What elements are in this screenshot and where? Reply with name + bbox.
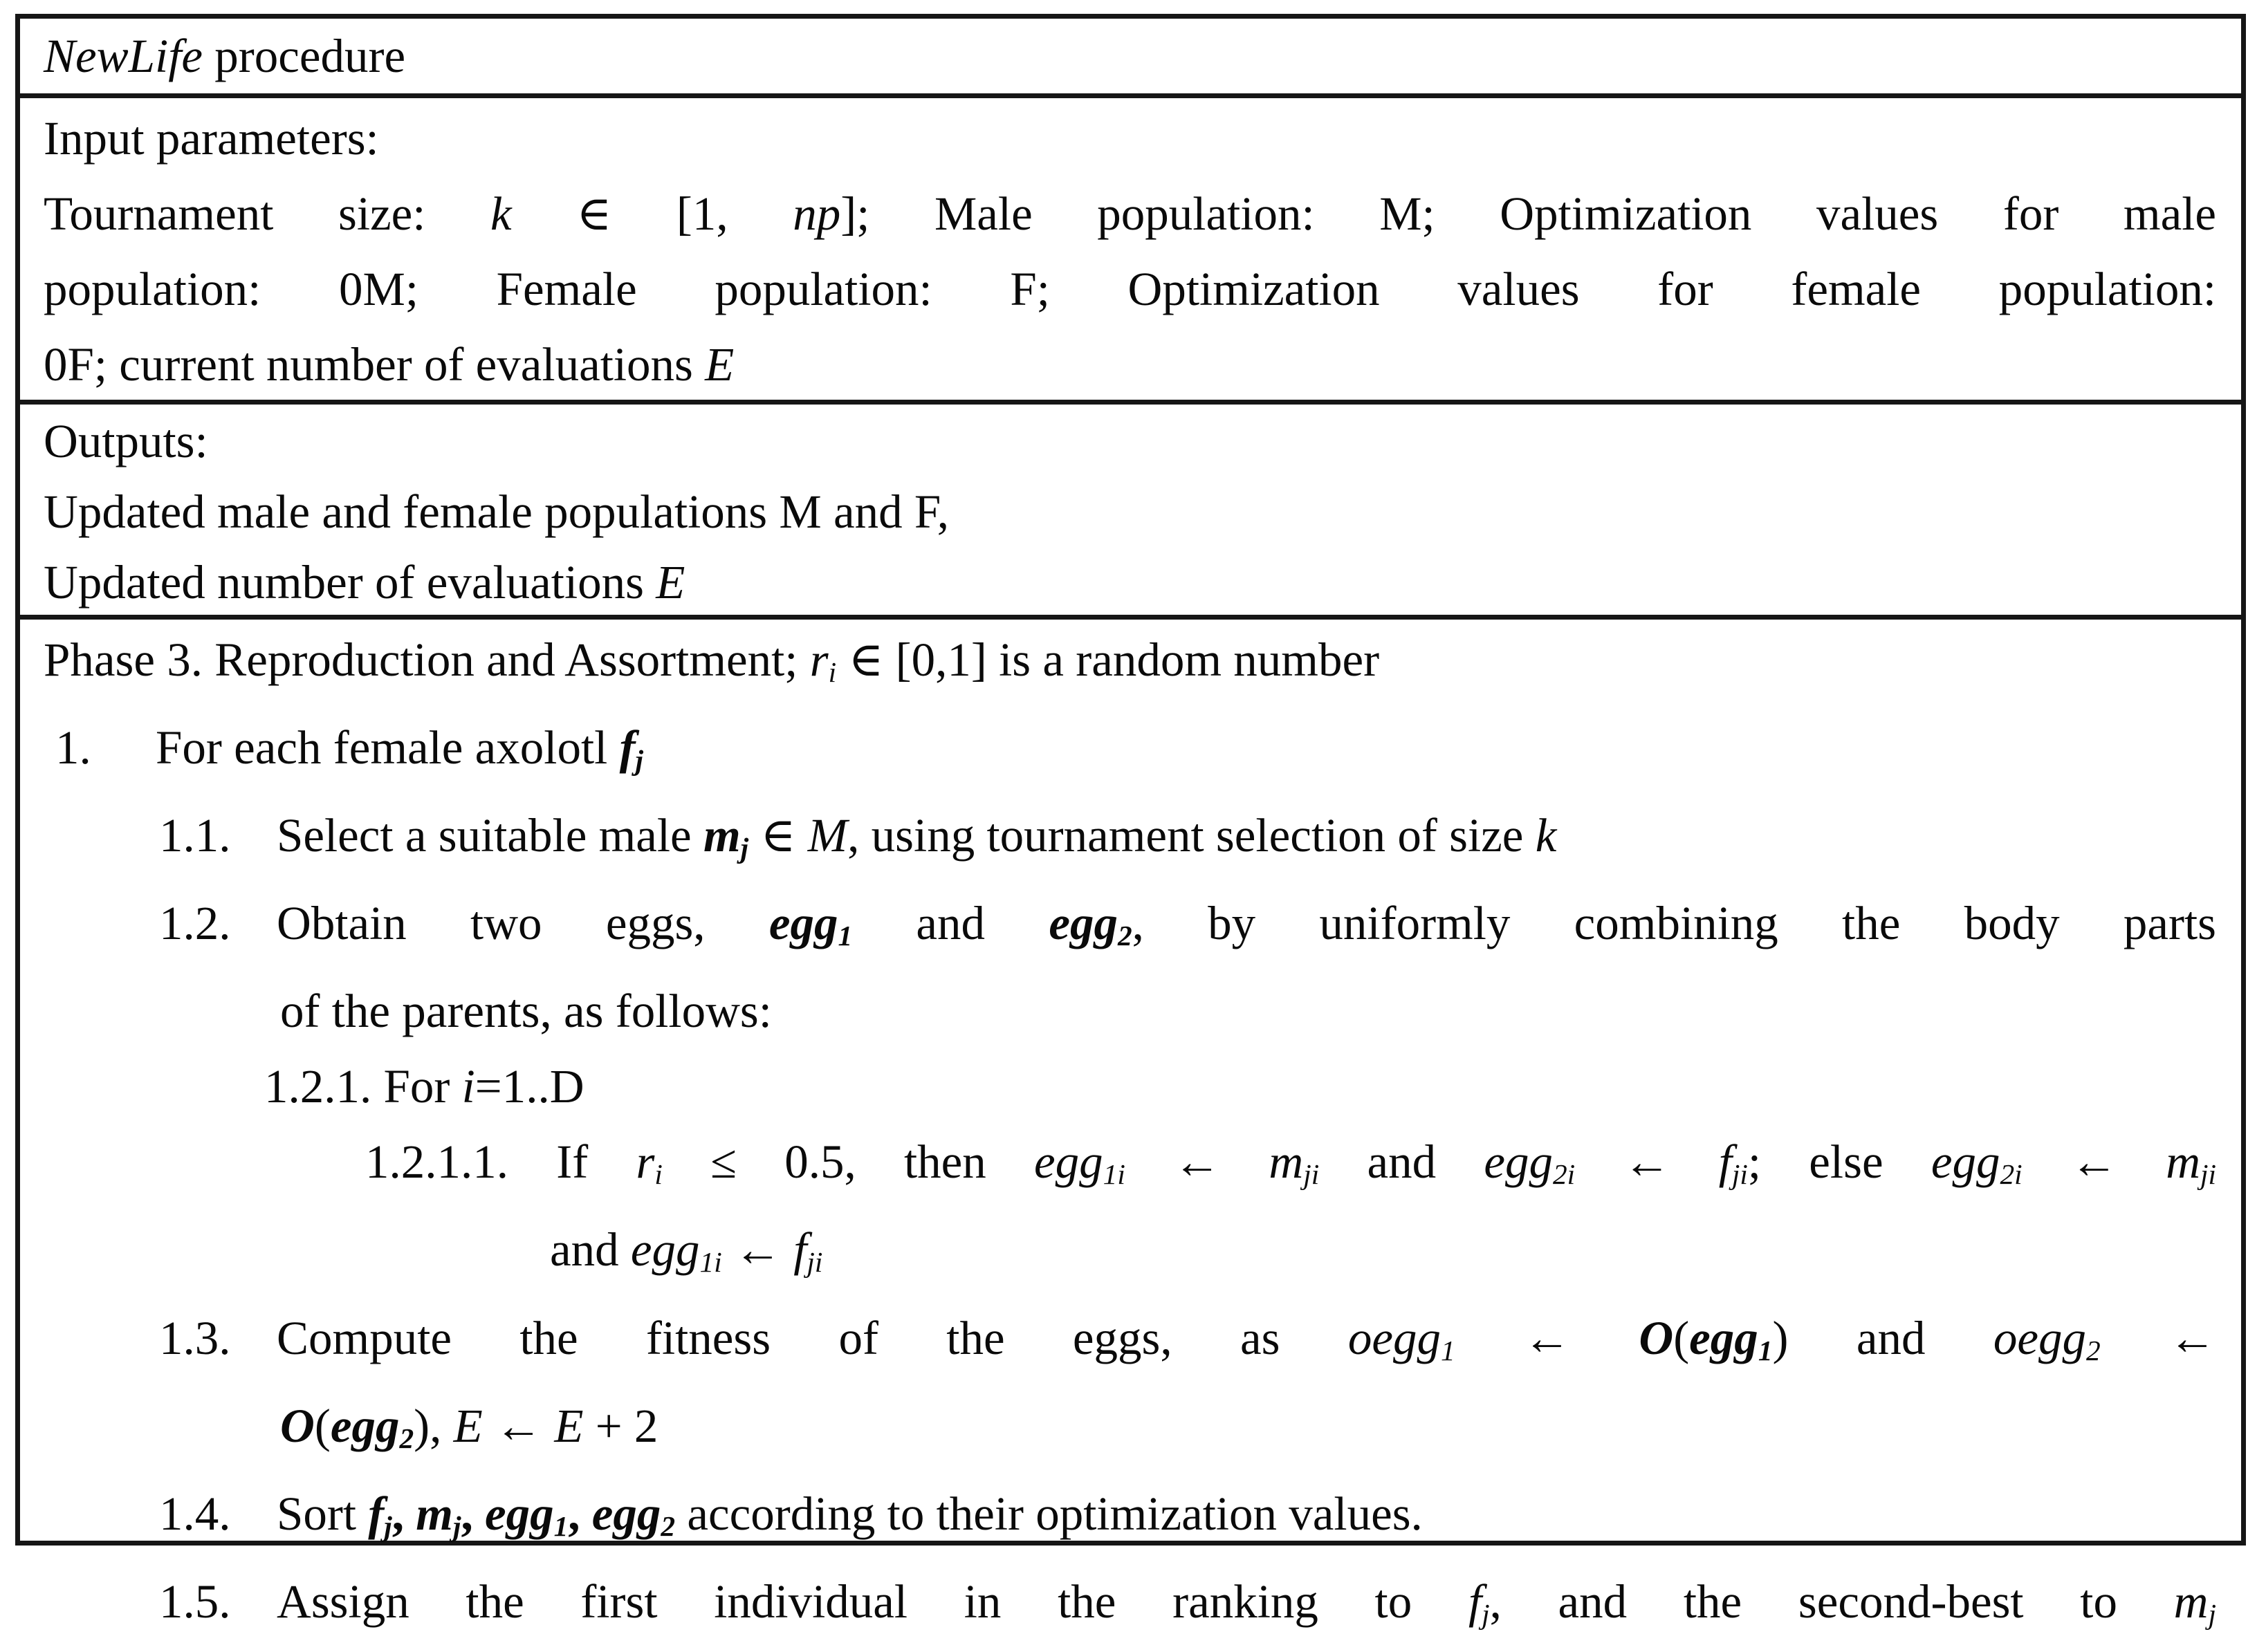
text-segment: and: [852, 897, 1049, 950]
algorithm-line: [44, 1212, 2216, 1300]
text-segment: population: 0M; Female population: F; Optimization values for female population:: [44, 263, 2216, 315]
text-segment: 1.2.1. For: [264, 1060, 462, 1113]
math-var: egg: [1484, 1135, 1553, 1189]
algorithm-line: [44, 1389, 2216, 1476]
math-var: 1: [553, 1510, 569, 1542]
math-var: i: [461, 1060, 475, 1113]
algorithm-line: [44, 406, 2216, 476]
text-segment: + 2: [583, 1399, 658, 1452]
text-segment: and: [550, 1223, 631, 1277]
algorithm-line: [44, 1301, 2216, 1389]
text-segment: ←: [1455, 1311, 1639, 1364]
text-segment: ∈ [0,1] is a random number: [836, 633, 1380, 686]
math-var: j: [635, 744, 644, 777]
math-var: E: [705, 338, 735, 391]
text-segment: ←: [1125, 1135, 1269, 1189]
algorithm-line: [44, 476, 2216, 547]
math-var: 1: [1440, 1334, 1455, 1366]
math-var: np: [793, 187, 841, 240]
math-var: NewLife: [44, 30, 203, 82]
text-segment: ),: [414, 1399, 454, 1452]
math-var: 2i: [1552, 1158, 1576, 1191]
math-var: egg: [591, 1487, 661, 1540]
math-var: i: [654, 1158, 663, 1191]
text-segment: procedure: [203, 30, 406, 82]
math-var: k: [490, 187, 512, 240]
text-segment: Phase 3. Reproduction and Assortment;: [44, 633, 810, 686]
text-segment: Updated male and female populations M and F,: [44, 485, 949, 538]
math-var: 1i: [699, 1246, 722, 1279]
text-segment: Outputs:: [44, 415, 208, 467]
math-var: ji: [807, 1246, 823, 1279]
algorithm-line: [44, 1564, 2216, 1652]
math-var: E: [656, 556, 685, 609]
text-segment: ) and: [1772, 1311, 1993, 1364]
text-segment: Sort: [277, 1487, 369, 1540]
math-var: m: [1269, 1135, 1304, 1189]
math-var: M: [807, 809, 848, 862]
math-var: ji: [1303, 1158, 1320, 1191]
algorithm-line: [44, 974, 2216, 1049]
algorithm-line: [44, 176, 2216, 252]
math-var: i: [828, 656, 837, 689]
math-var: oegg: [1993, 1311, 2086, 1364]
math-var: 2: [1117, 920, 1132, 952]
math-var: 1: [1758, 1334, 1773, 1366]
math-var: O: [280, 1399, 315, 1452]
text-segment: and: [1319, 1135, 1484, 1189]
text-segment: Obtain two eggs,: [277, 897, 769, 950]
algorithm-line: [44, 798, 2216, 886]
math-var: j: [740, 832, 749, 864]
procedure-table: [15, 14, 2246, 1630]
text-segment: ; else: [1747, 1135, 1931, 1189]
math-var: 1: [838, 920, 853, 952]
math-var: egg: [1689, 1311, 1758, 1364]
text-segment: (: [314, 1399, 331, 1452]
math-var: egg: [768, 897, 838, 950]
math-var: ,: [461, 1487, 485, 1540]
math-var: egg: [1049, 897, 1118, 950]
text-segment: ←: [2100, 1311, 2216, 1364]
text-segment: Assign the first individual in the ranking to: [277, 1575, 1468, 1628]
math-var: f: [1468, 1575, 1482, 1628]
algorithm-line: [44, 101, 2216, 176]
math-var: f: [368, 1487, 385, 1540]
list-number: 1.: [55, 721, 91, 774]
title-row: [20, 19, 2241, 93]
algorithm-line: [44, 622, 2216, 710]
text-segment: Updated number of evaluations: [44, 556, 656, 609]
algorithm-line: [44, 1049, 2216, 1124]
algorithm-line: [44, 252, 2216, 327]
math-var: 2: [661, 1510, 676, 1542]
text-segment: , and the second-best to: [1489, 1575, 2174, 1628]
math-var: ,: [568, 1487, 592, 1540]
text-segment: ≤ 0.5, then: [662, 1135, 1034, 1189]
algorithm-line: [44, 19, 2216, 93]
text-segment: ]; Male population: M; Optimization values for male: [840, 187, 2216, 240]
text-segment: according to their optimization values.: [675, 1487, 1423, 1540]
math-var: ji: [2200, 1158, 2217, 1191]
text-segment: ←: [721, 1223, 794, 1277]
math-var: m: [416, 1487, 453, 1540]
phase-row: [20, 615, 2241, 1630]
text-segment: Compute the fitness of the eggs, as: [277, 1311, 1348, 1364]
math-var: oegg: [1347, 1311, 1441, 1364]
math-var: egg: [630, 1223, 700, 1277]
math-var: m: [703, 809, 741, 862]
math-var: egg: [484, 1487, 554, 1540]
math-var: 2: [2085, 1334, 2101, 1366]
math-var: E: [554, 1399, 584, 1452]
text-segment: ←: [1575, 1135, 1719, 1189]
math-var: 1i: [1103, 1158, 1125, 1191]
list-number: 1.4.: [159, 1487, 231, 1540]
algorithm-line: [44, 710, 2216, 798]
math-var: f: [619, 721, 636, 774]
text-segment: , using tournament selection of size: [847, 809, 1536, 862]
math-var: E: [453, 1399, 483, 1452]
math-var: j: [2208, 1597, 2216, 1630]
text-segment: =1..D: [475, 1060, 584, 1113]
text-segment: ∈: [748, 809, 808, 862]
text-segment: of the parents, as follows:: [280, 985, 772, 1038]
math-var: j: [384, 1510, 392, 1542]
list-number: 1.2.: [159, 897, 231, 950]
algorithm-line: [44, 327, 2216, 402]
text-segment: Input parameters:: [44, 112, 379, 165]
text-segment: 0F; current number of evaluations: [44, 338, 706, 391]
text-segment: Select a suitable male: [277, 809, 703, 862]
algorithm-line: [44, 547, 2216, 618]
math-var: egg: [1931, 1135, 2000, 1189]
text-segment: , by uniformly combining the body parts: [1132, 897, 2216, 950]
math-var: f: [793, 1223, 807, 1277]
text-segment: (: [1673, 1311, 1690, 1364]
math-var: m: [2173, 1575, 2209, 1628]
math-var: 2: [399, 1422, 414, 1454]
math-var: k: [1535, 809, 1557, 862]
math-var: egg: [330, 1399, 400, 1452]
outputs-row: [20, 400, 2241, 615]
text-segment: For each female axolotl: [156, 721, 620, 774]
math-var: ,: [391, 1487, 416, 1540]
list-number: 1.3.: [159, 1311, 231, 1364]
algorithm-line: [44, 1476, 2216, 1564]
math-var: r: [809, 633, 829, 686]
text-segment: 1.2.1.1. If: [365, 1135, 636, 1189]
math-var: f: [1718, 1135, 1732, 1189]
text-segment: ←: [482, 1399, 555, 1452]
math-var: 2i: [2000, 1158, 2023, 1191]
math-var: ji: [1731, 1158, 1748, 1191]
math-var: egg: [1034, 1135, 1103, 1189]
text-segment: Tournament size:: [44, 187, 491, 240]
list-number: 1.5.: [159, 1575, 231, 1628]
algorithm-line: [44, 886, 2216, 974]
inputs-row: [20, 93, 2241, 400]
math-var: O: [1639, 1311, 1674, 1364]
math-var: j: [1482, 1597, 1490, 1630]
list-number: 1.1.: [159, 809, 231, 862]
math-var: j: [452, 1510, 461, 1542]
algorithm-line: [44, 1124, 2216, 1212]
text-segment: ←: [2022, 1135, 2166, 1189]
math-var: m: [2166, 1135, 2201, 1189]
text-segment: ∈ [1,: [511, 187, 793, 240]
math-var: r: [636, 1135, 655, 1189]
